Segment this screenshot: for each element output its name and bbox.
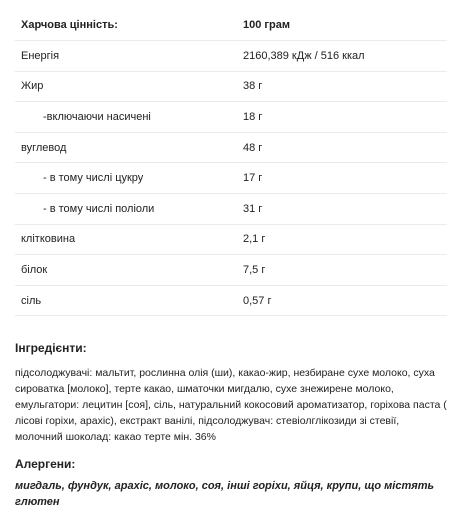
nutrient-value: 2,1 г: [243, 233, 266, 246]
nutrient-name: -включаючи насичені: [43, 110, 151, 123]
nutrient-value: 0,57 г: [243, 294, 272, 307]
nutrient-name: сіль: [21, 294, 42, 307]
nutrition-row-carbohydrate: [15, 133, 447, 164]
nutrition-header-amount: 100 грам: [243, 19, 290, 31]
nutrient-name: Жир: [21, 80, 44, 93]
nutrient-name: вуглевод: [21, 141, 67, 154]
ingredients-title: Інгредієнти:: [15, 341, 87, 355]
nutrition-row-salt: [15, 286, 447, 317]
nutrition-row-fibre: [15, 225, 447, 256]
nutrient-name: клітковина: [21, 233, 76, 246]
allergens-title: Алергени:: [15, 457, 76, 471]
nutrient-value: 18 г: [243, 110, 263, 123]
nutrition-row-sugars: [15, 163, 447, 194]
nutrient-value: 48 г: [243, 141, 263, 154]
nutrition-table: [15, 10, 447, 316]
nutrition-row-saturated-fat: [15, 102, 447, 133]
nutrition-header-label: Харчова цінність:: [21, 19, 118, 31]
nutrient-value: 2160,389 кДж / 516 ккал: [243, 49, 365, 62]
nutrient-name: білок: [21, 263, 48, 276]
nutrient-value: 7,5 г: [243, 263, 266, 276]
nutrient-name: Енергія: [21, 49, 60, 62]
nutrition-row-energy: [15, 41, 447, 72]
nutrient-value: 17 г: [243, 172, 263, 185]
allergens-section: [15, 457, 447, 510]
nutrition-row-protein: [15, 255, 447, 286]
nutrition-header-row: [15, 10, 447, 41]
nutrient-value: 31 г: [243, 202, 263, 215]
nutrition-row-polyols: [15, 194, 447, 225]
nutrient-name: - в тому числі поліоли: [43, 202, 155, 215]
ingredients-section: [15, 341, 447, 445]
nutrient-value: 38 г: [243, 80, 263, 93]
nutrient-name: - в тому числі цукру: [43, 172, 144, 185]
nutrition-row-fat: [15, 72, 447, 103]
allergens-text: мигдаль, фундук, арахіс, молоко, соя, інші горіхи, яйця, крупи, що містять глютен: [15, 480, 435, 508]
ingredients-text: підсолоджувачі: мальтит, рослинна олія (ши), какао-жир, незбиране сухе молоко, суха сироватка [молоко], терте какао, шматочки мигдалю, сухе знежирене молоко, емульгатори: лецитин [соя], сіль, натуральний кокосовий ароматизатор, горіхова паста ( лісові горіхи, арахіс), екстракт ванілі, підсолоджувач: стевіолглікозиди зі стевії, молочний шоколад: какао терте мін. 36%: [15, 367, 447, 443]
